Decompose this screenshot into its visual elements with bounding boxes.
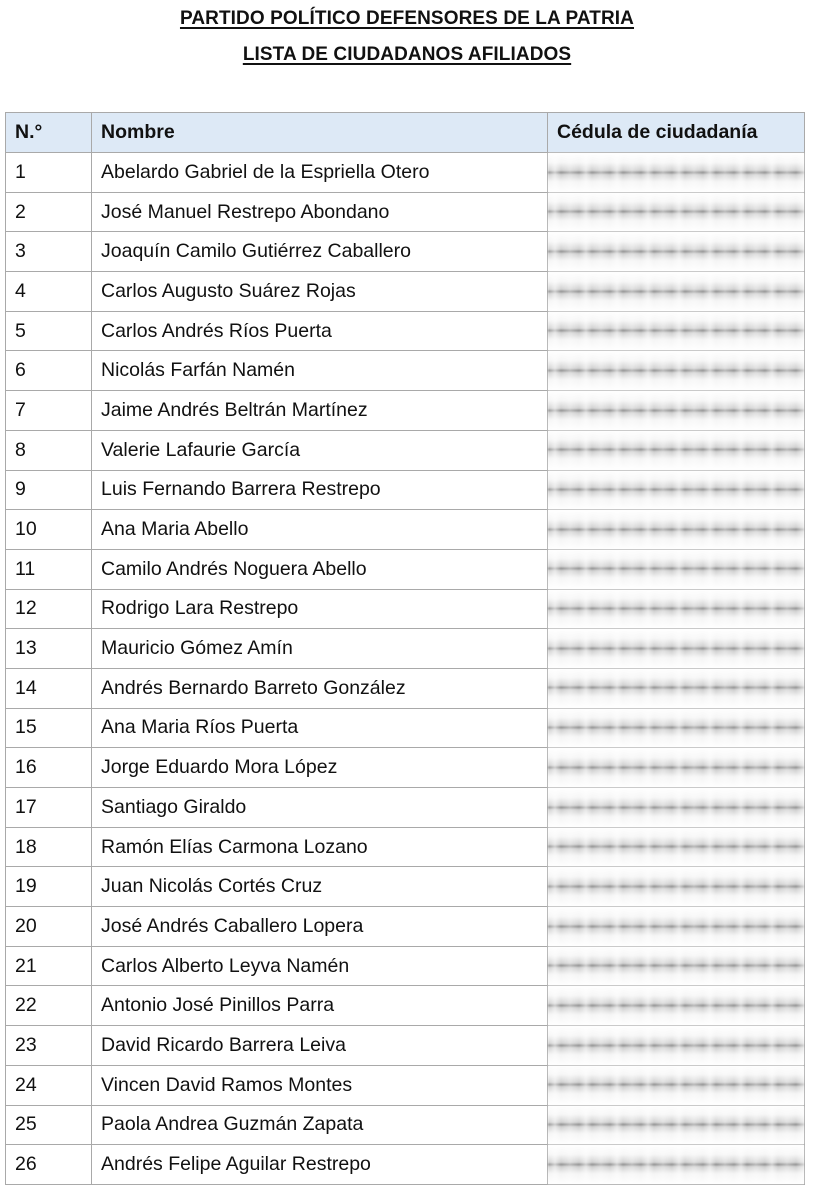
row-name: Ana Maria Ríos Puerta <box>92 708 548 748</box>
row-number: 16 <box>6 748 92 788</box>
table-row <box>6 629 805 669</box>
redaction-blur <box>548 272 804 311</box>
row-number: 17 <box>6 788 92 828</box>
redacted-id-cell <box>548 907 805 947</box>
row-name: Antonio José Pinillos Parra <box>92 986 548 1026</box>
row-name: Nicolás Farfán Namén <box>92 351 548 391</box>
redaction-blur <box>548 590 804 629</box>
table-row <box>6 272 805 312</box>
row-name: José Andrés Caballero Lopera <box>92 907 548 947</box>
table-row <box>6 470 805 510</box>
table-row <box>6 1105 805 1145</box>
redacted-id-cell <box>548 1065 805 1105</box>
row-number: 2 <box>6 192 92 232</box>
table-row <box>6 1065 805 1105</box>
redaction-blur <box>548 669 804 708</box>
document-subtitle <box>0 44 814 66</box>
row-number: 20 <box>6 907 92 947</box>
redaction-blur <box>548 629 804 668</box>
redaction-blur <box>548 867 804 906</box>
redacted-id-cell <box>548 272 805 312</box>
title-line-2: LISTA DE CIUDADANOS AFILIADOS <box>242 44 572 65</box>
row-number: 23 <box>6 1026 92 1066</box>
row-name: Andrés Bernardo Barreto González <box>92 668 548 708</box>
column-header-number: N.° <box>6 113 92 153</box>
redaction-blur <box>548 1026 804 1065</box>
row-number: 4 <box>6 272 92 312</box>
row-number: 12 <box>6 589 92 629</box>
redacted-id-cell <box>548 311 805 351</box>
redaction-blur <box>548 510 804 549</box>
row-number: 9 <box>6 470 92 510</box>
table-row <box>6 510 805 550</box>
row-number: 5 <box>6 311 92 351</box>
row-name: Carlos Alberto Leyva Namén <box>92 946 548 986</box>
table-row <box>6 311 805 351</box>
redacted-id-cell <box>548 430 805 470</box>
row-number: 6 <box>6 351 92 391</box>
redacted-id-cell <box>548 192 805 232</box>
redacted-id-cell <box>548 232 805 272</box>
table-row <box>6 1026 805 1066</box>
row-number: 26 <box>6 1145 92 1185</box>
redaction-blur <box>548 471 804 510</box>
redaction-blur <box>548 828 804 867</box>
row-number: 13 <box>6 629 92 669</box>
table-row <box>6 232 805 272</box>
table-row <box>6 708 805 748</box>
table-row <box>6 153 805 193</box>
row-name: Jaime Andrés Beltrán Martínez <box>92 391 548 431</box>
redaction-blur <box>548 351 804 390</box>
redaction-blur <box>548 312 804 351</box>
table-row <box>6 907 805 947</box>
redaction-blur <box>548 431 804 470</box>
table-row <box>6 549 805 589</box>
table-row <box>6 391 805 431</box>
redacted-id-cell <box>548 708 805 748</box>
table-header <box>6 113 805 153</box>
row-name: Luis Fernando Barrera Restrepo <box>92 470 548 510</box>
redacted-id-cell <box>548 391 805 431</box>
row-name: Camilo Andrés Noguera Abello <box>92 549 548 589</box>
row-name: Mauricio Gómez Amín <box>92 629 548 669</box>
title-line-1: PARTIDO POLÍTICO DEFENSORES DE LA PATRIA <box>179 8 635 29</box>
row-number: 21 <box>6 946 92 986</box>
row-name: David Ricardo Barrera Leiva <box>92 1026 548 1066</box>
table-body <box>6 153 805 1185</box>
redacted-id-cell <box>548 1105 805 1145</box>
redaction-blur <box>548 748 804 787</box>
redacted-id-cell <box>548 1026 805 1066</box>
row-name: Jorge Eduardo Mora López <box>92 748 548 788</box>
redacted-id-cell <box>548 946 805 986</box>
redaction-blur <box>548 1106 804 1145</box>
row-number: 15 <box>6 708 92 748</box>
table-row <box>6 748 805 788</box>
table-row <box>6 668 805 708</box>
row-number: 11 <box>6 549 92 589</box>
redacted-id-cell <box>548 470 805 510</box>
affiliates-table <box>5 112 805 1185</box>
redaction-blur <box>548 907 804 946</box>
redaction-blur <box>548 709 804 748</box>
row-name: Santiago Giraldo <box>92 788 548 828</box>
redaction-blur <box>548 153 804 192</box>
document-title <box>0 8 814 30</box>
redacted-id-cell <box>548 788 805 828</box>
row-name: José Manuel Restrepo Abondano <box>92 192 548 232</box>
table-row <box>6 986 805 1026</box>
row-number: 22 <box>6 986 92 1026</box>
redacted-id-cell <box>548 668 805 708</box>
redacted-id-cell <box>548 510 805 550</box>
table-row <box>6 867 805 907</box>
row-number: 10 <box>6 510 92 550</box>
row-number: 24 <box>6 1065 92 1105</box>
row-name: Rodrigo Lara Restrepo <box>92 589 548 629</box>
row-number: 19 <box>6 867 92 907</box>
redaction-blur <box>548 788 804 827</box>
table-row <box>6 788 805 828</box>
column-header-id: Cédula de ciudadanía <box>548 113 805 153</box>
row-number: 7 <box>6 391 92 431</box>
redaction-blur <box>548 986 804 1025</box>
redaction-blur <box>548 1145 804 1184</box>
row-number: 3 <box>6 232 92 272</box>
redacted-id-cell <box>548 1145 805 1185</box>
redacted-id-cell <box>548 549 805 589</box>
row-name: Andrés Felipe Aguilar Restrepo <box>92 1145 548 1185</box>
redacted-id-cell <box>548 748 805 788</box>
redaction-blur <box>548 391 804 430</box>
row-name: Juan Nicolás Cortés Cruz <box>92 867 548 907</box>
table-row <box>6 589 805 629</box>
table-row <box>6 946 805 986</box>
row-name: Carlos Augusto Suárez Rojas <box>92 272 548 312</box>
redacted-id-cell <box>548 351 805 391</box>
table-row <box>6 1145 805 1185</box>
redaction-blur <box>548 232 804 271</box>
row-number: 1 <box>6 153 92 193</box>
redaction-blur <box>548 1066 804 1105</box>
row-name: Abelardo Gabriel de la Espriella Otero <box>92 153 548 193</box>
redacted-id-cell <box>548 153 805 193</box>
row-number: 25 <box>6 1105 92 1145</box>
row-name: Carlos Andrés Ríos Puerta <box>92 311 548 351</box>
redaction-blur <box>548 550 804 589</box>
table-row <box>6 430 805 470</box>
table-row <box>6 351 805 391</box>
row-name: Valerie Lafaurie García <box>92 430 548 470</box>
header-row <box>6 113 805 153</box>
redaction-blur <box>548 193 804 232</box>
row-name: Joaquín Camilo Gutiérrez Caballero <box>92 232 548 272</box>
row-name: Ana Maria Abello <box>92 510 548 550</box>
row-name: Vincen David Ramos Montes <box>92 1065 548 1105</box>
row-name: Paola Andrea Guzmán Zapata <box>92 1105 548 1145</box>
redacted-id-cell <box>548 867 805 907</box>
redacted-id-cell <box>548 986 805 1026</box>
table-row <box>6 192 805 232</box>
redacted-id-cell <box>548 629 805 669</box>
column-header-name: Nombre <box>92 113 548 153</box>
row-name: Ramón Elías Carmona Lozano <box>92 827 548 867</box>
redaction-blur <box>548 947 804 986</box>
row-number: 18 <box>6 827 92 867</box>
row-number: 8 <box>6 430 92 470</box>
row-number: 14 <box>6 668 92 708</box>
redacted-id-cell <box>548 827 805 867</box>
table-row <box>6 827 805 867</box>
redacted-id-cell <box>548 589 805 629</box>
